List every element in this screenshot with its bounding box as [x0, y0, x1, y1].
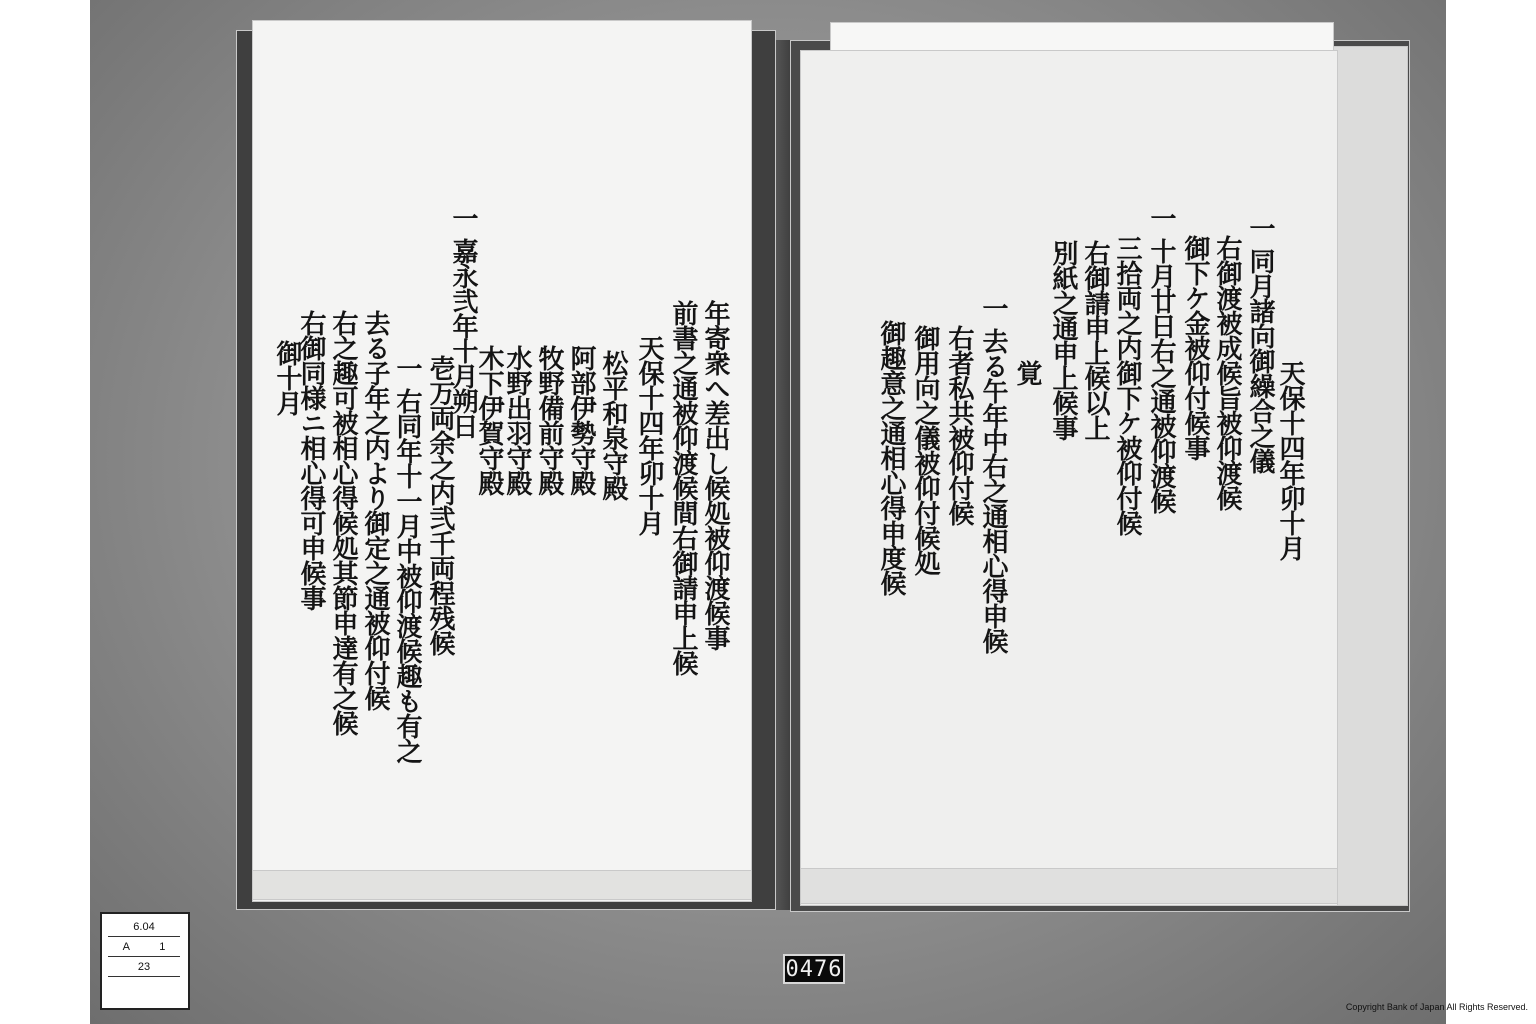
left-page-column: 右御同様ニ相心得可申候事 — [296, 310, 326, 610]
left-page-column: 一 右同年十一月中被仰渡候趣も有之 — [392, 355, 422, 764]
right-page-column: 御用向之儀被仰付候処 — [910, 325, 940, 575]
right-page-column: 右者私共被仰付候 — [944, 325, 974, 525]
right-page-column: 覚 — [1012, 360, 1042, 385]
right-page-column: 右御請申上候以上 — [1080, 240, 1110, 440]
right-page-column: 御下ケ金被仰付候事 — [1180, 235, 1210, 460]
left-page-column: 水野出羽守殿 — [502, 345, 532, 495]
left-page-column: 去る子年之内より御定之通被仰付候 — [360, 310, 390, 710]
right-page-column: 御趣意之通相心得申度候 — [876, 320, 906, 595]
right-page-column: 右御渡被成候旨被仰渡候 — [1212, 235, 1242, 510]
left-page-column: 一 嘉永弐年十月朔日 — [448, 205, 478, 439]
right-page-edge — [800, 868, 1338, 904]
call-number-line-1: 6.04 — [108, 918, 180, 937]
left-page-column: 松平和泉守殿 — [598, 350, 628, 500]
left-page-column: 阿部伊勢守殿 — [566, 345, 596, 495]
frame-number: 0476 — [783, 954, 845, 984]
call-number-blank-row — [108, 978, 180, 996]
right-page-column: 三拾両之内御下ケ被仰付候 — [1112, 235, 1142, 535]
right-page-column: 一 同月諸向御繰合之儀 — [1245, 215, 1275, 474]
left-page-column: 年寄衆へ差出し候処被仰渡候事 — [700, 300, 730, 650]
left-page-column: 右之趣可被相心得候処其節申達有之候 — [328, 310, 358, 735]
left-page-column: 天保十四年卯十月 — [634, 335, 664, 535]
call-number-line-2 — [108, 938, 180, 957]
call-number-line-3: 23 — [108, 958, 180, 977]
call-number-volume: 1 — [159, 941, 166, 953]
right-page-column: 一 去る午年中右之通相心得申候 — [978, 295, 1008, 654]
copyright-notice: Copyright Bank of Japan All Rights Reserved. — [1345, 1002, 1528, 1012]
left-page-column: 壱万両余之内弐千両程残候 — [425, 355, 455, 655]
right-page-column: 天保十四年卯十月 — [1275, 360, 1305, 560]
left-page-column: 牧野備前守殿 — [534, 345, 564, 495]
left-page-column: 御十月 — [272, 340, 302, 415]
left-page-column: 木下伊賀守殿 — [474, 345, 504, 495]
right-page-column: 一 十月廿日右之通被仰渡候 — [1146, 205, 1176, 514]
call-number-label — [100, 912, 190, 1010]
right-page-column: 別紙之通申上候事 — [1048, 240, 1078, 440]
left-page-edge — [252, 870, 752, 900]
left-page-column: 前書之通被仰渡候間右御請申上候 — [668, 300, 698, 675]
call-number-series: A — [122, 941, 130, 953]
